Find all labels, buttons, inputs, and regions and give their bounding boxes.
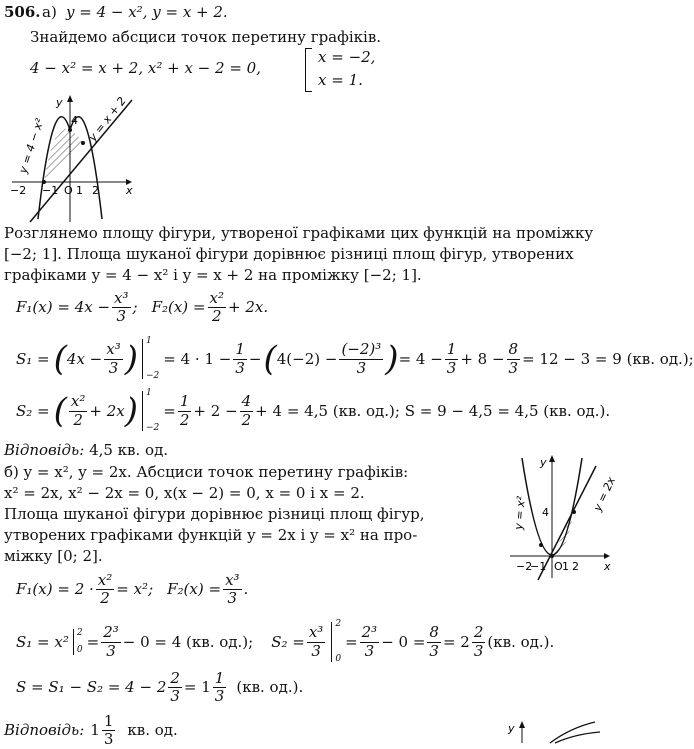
- part-a-s2-frac: $\frac{\text{x²}}{2}$: [70, 392, 86, 429]
- part-b-antiderivatives: [16, 572, 248, 608]
- part-a-given: y = 4 − x², y = x + 2.: [66, 3, 228, 21]
- paragraph-line-2: [−2; 1]. Площа шуканої фігури дорівнює різниці площ фігур, утворених: [4, 245, 574, 263]
- part-a-s2-line: S₂ = ( $\frac{\text{x²}}{2}$ + 2x ) 1 −2 = $\frac{1}{2}$ + 2 − $\frac{4}{2}$ + 4 = 4,5 (кв. од.); S = 9 − 4,5 = 4,5 (кв. од.).: [16, 388, 611, 433]
- graph-a-curve1-label: y = 4 − x²: [16, 116, 47, 175]
- graph-b-label-origin: O: [554, 560, 563, 573]
- part-a-find-text: Знайдемо абсциси точок перетину графіків.: [30, 28, 382, 46]
- part-a-s1-rhs1: = 4 · 1 −: [163, 349, 232, 368]
- graph-b-x-arrow: [604, 553, 610, 559]
- part-b-total: [16, 670, 303, 706]
- part-b-line-1: б) y = x², y = 2x. Абсциси точок перетину графіків:: [4, 463, 409, 481]
- paragraph-line-3: графіками y = 4 − x² і y = x + 2 на проміжку [−2; 1].: [4, 266, 422, 284]
- graph-a-label-origin: O: [64, 184, 73, 197]
- part-a-f1-prefix: F₁(x) = 4x −: [16, 298, 111, 317]
- part-a-s2-rhs1: =: [163, 401, 176, 420]
- part-a-label: а): [42, 3, 57, 21]
- graph-b-y-arrow: [549, 455, 555, 462]
- part-b-s2-text: S₂ =: [271, 632, 305, 651]
- part-b-s2-rhs-b: − 0 =: [381, 632, 426, 651]
- part-a-s1-inner: 4x −: [66, 349, 103, 368]
- part-b-answer-int: 1: [90, 721, 100, 740]
- part-a-answer: [4, 443, 168, 458]
- part-a-answer-label: Відповідь:: [4, 441, 85, 459]
- graph-a-shaded-region: [44, 129, 83, 182]
- graph-c: [500, 718, 610, 743]
- graph-c-curve-2: [555, 732, 600, 743]
- part-b-line-3: Площа шуканої фігури дорівнює різниці площ фігур,: [4, 505, 425, 523]
- part-b-s2-rhs-c: = 2: [442, 632, 470, 651]
- part-b-answer-label: Відповідь:: [4, 721, 85, 740]
- root-1: x = −2,: [318, 48, 376, 66]
- part-a-s1-rhs2: −: [248, 349, 262, 368]
- part-b-total-text: S = S₁ − S₂ = 4 − 2: [16, 678, 167, 697]
- part-a-s2-inner: + 2x: [89, 401, 125, 420]
- graph-c-label-y: y: [508, 722, 515, 735]
- part-b-s2-frac4: $\frac{2}{3}$: [473, 623, 484, 660]
- part-b-total-frac2: $\frac{1}{3}$: [214, 669, 225, 706]
- part-b-total-units: (кв. од.).: [236, 678, 304, 697]
- part-b-f1-prefix: F₁(x) = 2 ·: [16, 580, 94, 599]
- part-a-s1-rhs3: = 4 −: [398, 349, 443, 368]
- graph-b-point-origin: [550, 554, 554, 558]
- graph-b-label-y: y: [540, 456, 547, 469]
- graph-a-tick-m2: −2: [10, 184, 27, 197]
- part-b-s2-rhs-d: (кв. од.).: [487, 632, 555, 651]
- graph-b-tick-1: 1: [562, 560, 569, 573]
- graph-b-tick-2: 2: [572, 560, 579, 573]
- part-a-f2-prefix: F₂(x) =: [151, 298, 206, 317]
- graph-b-tick-m1: −1: [530, 560, 547, 573]
- part-b-s1-limits: 2 0: [76, 628, 83, 655]
- root-2: x = 1.: [318, 71, 363, 89]
- part-b-line-2: x² = 2x, x² − 2x = 0, x(x − 2) = 0, x = 0 і x = 2.: [4, 484, 365, 502]
- part-b-s1-rhs-a: =: [86, 632, 100, 651]
- roots-bracket: [305, 48, 312, 92]
- graph-a-tick-m1: −1: [42, 184, 59, 197]
- part-a-s1-lhs: S₁ =: [16, 349, 50, 368]
- problem-number: 506.: [4, 3, 41, 21]
- graph-c-y-arrow: [519, 721, 525, 728]
- graph-a-point-right: [81, 141, 85, 145]
- part-a-s2-rhs3: + 4 = 4,5 (кв. од.); S = 9 − 4,5 = 4,5 (кв. од.).: [255, 401, 611, 420]
- graph-b-point-left: [539, 543, 543, 547]
- part-b-f1-suffix: = x²;: [116, 580, 154, 599]
- graph-b-tick-4: 4: [542, 506, 549, 519]
- part-b-s2-frac3: $\frac{8}{3}$: [429, 623, 439, 660]
- part-b-f1-frac: $\frac{\text{x²}}{2}$: [97, 571, 113, 608]
- part-a-s1-inner2: 4(−2) −: [276, 349, 338, 368]
- graph-a-label-x: x: [126, 184, 133, 197]
- graph-a-label-y: y: [56, 96, 63, 109]
- part-a-s1-inner-frac: $\frac{\text{x³}}{3}$: [106, 340, 121, 377]
- part-b-answer-frac: $\frac{1}{3}$: [103, 712, 114, 749]
- part-a-answer-value: 4,5 кв. од.: [89, 441, 169, 459]
- part-b-s2-frac: $\frac{\text{x³}}{3}$: [308, 623, 324, 660]
- part-a-s2-lhs: S₂ =: [16, 401, 50, 420]
- part-a-antiderivatives: F₁(x) = 4x − $\frac{\text{x³}}{3}$ ; F₂(x) = $\frac{\text{x²}}{2}$ + 2x.: [16, 289, 269, 326]
- paragraph-line-1: Розглянемо площу фігури, утвореної графіками цих функцій на проміжку: [4, 224, 594, 242]
- part-a-f1-frac: $\frac{\text{x³}}{3}$: [114, 289, 129, 326]
- part-a-f2-suffix: + 2x.: [227, 298, 269, 317]
- graph-b-curve1-label: y = x²: [512, 495, 528, 531]
- part-b-s-line: [16, 620, 554, 664]
- part-a-s1-frac4: $\frac{8}{3}$: [508, 340, 519, 377]
- part-a-f2-frac: $\frac{\text{x²}}{2}$: [209, 289, 224, 326]
- part-b-s2-frac2: $\frac{\text{2³}}{3}$: [361, 623, 378, 660]
- part-b-answer: [4, 713, 178, 749]
- graph-a-tick-1: 1: [76, 184, 83, 197]
- part-b-total-frac1: $\frac{2}{3}$: [170, 669, 180, 706]
- graph-b: [500, 452, 620, 582]
- part-b-s1-text: S₁ = x²: [16, 632, 69, 651]
- graph-b-curve2-label: y = 2x: [590, 474, 619, 514]
- part-a-s2-rhs2: + 2 −: [193, 401, 238, 420]
- graph-a-tick-2: 2: [92, 184, 99, 197]
- graph-b-point-right: [572, 510, 576, 514]
- graph-b-tick-m2: −2: [516, 560, 533, 573]
- part-a-s1-frac1: $\frac{1}{3}$: [235, 340, 245, 377]
- graph-c-curve: [550, 722, 595, 743]
- graph-a-point-top: [68, 128, 72, 132]
- part-a-s1-limits: 1 −2: [146, 336, 160, 381]
- part-a-s2-limits: 1 −2: [146, 388, 160, 433]
- graph-a-curve2-label: y = x + 2: [86, 94, 129, 144]
- part-b-answer-units: кв. од.: [127, 721, 178, 740]
- part-b-f2-suffix: .: [243, 580, 249, 599]
- part-b-f2-prefix: F₂(x) =: [167, 580, 222, 599]
- part-b-s1-rhs-b: − 0 = 4 (кв. од.);: [122, 632, 254, 651]
- part-a-s1-rhs5: = 12 − 3 = 9 (кв. од.);: [522, 349, 694, 368]
- part-a-s2-frac1: $\frac{1}{2}$: [179, 392, 190, 429]
- graph-a-tick-4: 4: [71, 114, 78, 127]
- graph-b-label-x: x: [604, 560, 611, 573]
- part-b-f2-frac: $\frac{\text{x³}}{3}$: [225, 571, 240, 608]
- part-b-s2-limits: 2 0: [335, 619, 342, 664]
- part-b-line-4: утворених графіками функцій y = 2x і y = x² на про-: [4, 526, 418, 544]
- part-b-line-5: міжку [0; 2].: [4, 547, 103, 565]
- part-a-equation: 4 − x² = x + 2, x² + x − 2 = 0,: [30, 59, 261, 77]
- part-a-s1-frac3: $\frac{1}{3}$: [446, 340, 457, 377]
- part-a-s1-line: S₁ = ( 4x − $\frac{\text{x³}}{3}$ ) 1 −2 = 4 · 1 − $\frac{1}{3}$ − ( 4(−2) − $\frac{\text{(−2)³}}{3}$ ) = 4 − $\frac{1}{3}$ + 8 − $\frac{8}{3}$ = 12 − 3 = 9 (кв. од.);: [16, 336, 694, 381]
- part-b-total-rhs: = 1: [183, 678, 211, 697]
- graph-a-y-arrow: [67, 95, 73, 102]
- graph-a: [8, 94, 148, 224]
- part-a-s2-frac2: $\frac{4}{2}$: [241, 392, 252, 429]
- part-a-s1-frac2: $\frac{\text{(−2)³}}{3}$: [341, 340, 382, 377]
- part-b-s2-rhs-a: =: [345, 632, 358, 651]
- part-b-s1-frac: $\frac{\text{2³}}{3}$: [103, 623, 119, 660]
- part-a-s1-rhs4: + 8 −: [460, 349, 505, 368]
